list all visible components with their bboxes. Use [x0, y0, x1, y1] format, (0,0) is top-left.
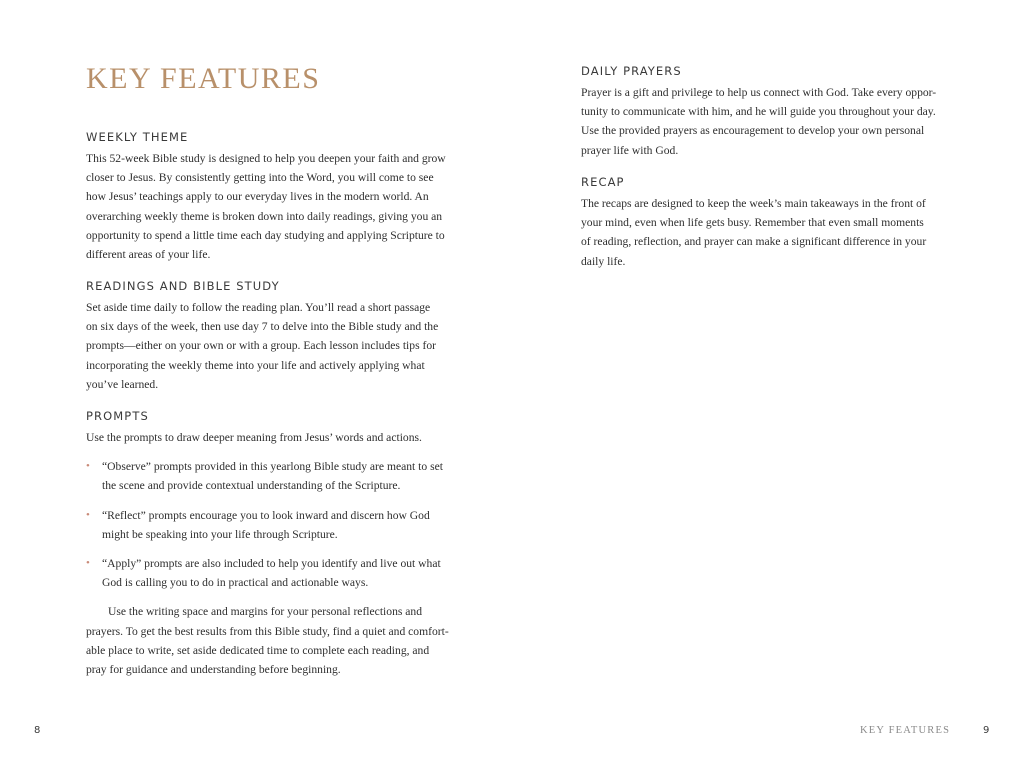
weekly-theme-body [86, 149, 466, 264]
text-line: the scene and provide contextual understanding of the Scripture. [102, 479, 401, 493]
text-line: on six days of the week, then use day 7 to delve into the Bible study and the [86, 320, 439, 334]
text-line: God is calling you to do in practical and actionable ways. [102, 576, 369, 590]
text-line: how Jesus’ teachings apply to our everyday lives in the modern world. An [86, 190, 429, 204]
text-line: Prayer is a gift and privilege to help us connect with God. Take every oppor- [581, 86, 937, 99]
prompts-section [86, 409, 466, 679]
weekly-theme-section [86, 130, 466, 264]
text-line: opportunity to spend a little time each day studying and applying Scripture to [86, 228, 445, 242]
bullet-icon: • [86, 557, 90, 570]
recap-body [581, 194, 961, 271]
text-line: Use the writing space and margins for your personal reflections and [108, 605, 423, 619]
text-line: able place to write, set aside dedicated time to complete each reading, and [86, 643, 430, 657]
text-line: different areas of your life. [86, 248, 211, 262]
text-line: overarching weekly theme is broken down into daily readings, giving you an [86, 209, 443, 223]
text-line: prayer life with God. [581, 143, 679, 157]
bullet-icon: • [86, 460, 90, 473]
list-item [86, 554, 466, 592]
text-line: Set aside time daily to follow the reading plan. You’ll read a short passage [86, 301, 431, 314]
recap-heading: RECAP [581, 175, 625, 189]
daily-prayers-section [581, 64, 961, 160]
list-item [86, 457, 466, 495]
readings-section [86, 279, 466, 394]
running-head: KEY FEATURES [860, 725, 951, 736]
page-title: KEY FEATURES [86, 62, 321, 95]
page-number-left: 8 [34, 725, 41, 736]
text-line: prayers. To get the best results from this Bible study, find a quiet and comfort- [86, 624, 449, 638]
weekly-theme-heading: WEEKLY THEME [86, 130, 189, 144]
daily-prayers-heading: DAILY PRAYERS [581, 64, 682, 78]
text-line: might be speaking into your life through Scripture. [102, 527, 338, 541]
text-line: “Observe” prompts provided in this yearlong Bible study are meant to set [102, 460, 443, 474]
daily-prayers-body [581, 83, 961, 160]
text-line: Use the provided prayers as encouragement to develop your own personal [581, 124, 925, 138]
text-line: “Reflect” prompts encourage you to look inward and discern how God [102, 508, 430, 522]
page-number-right: 9 [983, 725, 990, 736]
text-line: of reading, reflection, and prayer can make a significant difference in your [581, 235, 927, 249]
bullet-icon: • [86, 508, 90, 521]
text-line: closer to Jesus. By consistently getting into the Word, you will come to see [86, 171, 434, 185]
text-line: “Apply” prompts are also included to help you identify and live out what [102, 557, 441, 571]
prompts-intro: Use the prompts to draw deeper meaning from Jesus’ words and actions. [86, 431, 422, 444]
text-line: tunity to communicate with him, and he will guide you throughout your day. [581, 105, 936, 119]
text-line: prompts—either on your own or with a group. Each lesson includes tips for [86, 339, 437, 353]
text-line: pray for guidance and understanding before beginning. [86, 663, 341, 677]
recap-section [581, 175, 961, 271]
readings-body [86, 298, 466, 394]
prompts-closing [86, 602, 466, 679]
text-line: daily life. [581, 254, 626, 268]
right-page [512, 0, 1024, 768]
text-line: your mind, even when life gets busy. Remember that even small moments [581, 216, 924, 230]
list-item [86, 506, 466, 544]
readings-heading: READINGS AND BIBLE STUDY [86, 279, 280, 293]
text-line: you’ve learned. [86, 377, 159, 391]
prompts-heading: PROMPTS [86, 409, 149, 423]
text-line: This 52-week Bible study is designed to help you deepen your faith and grow [86, 152, 446, 165]
text-line: incorporating the weekly theme into your life and actively applying what [86, 358, 425, 372]
prompts-bullet-list [86, 457, 466, 592]
text-line: The recaps are designed to keep the week’s main takeaways in the front of [581, 197, 926, 210]
